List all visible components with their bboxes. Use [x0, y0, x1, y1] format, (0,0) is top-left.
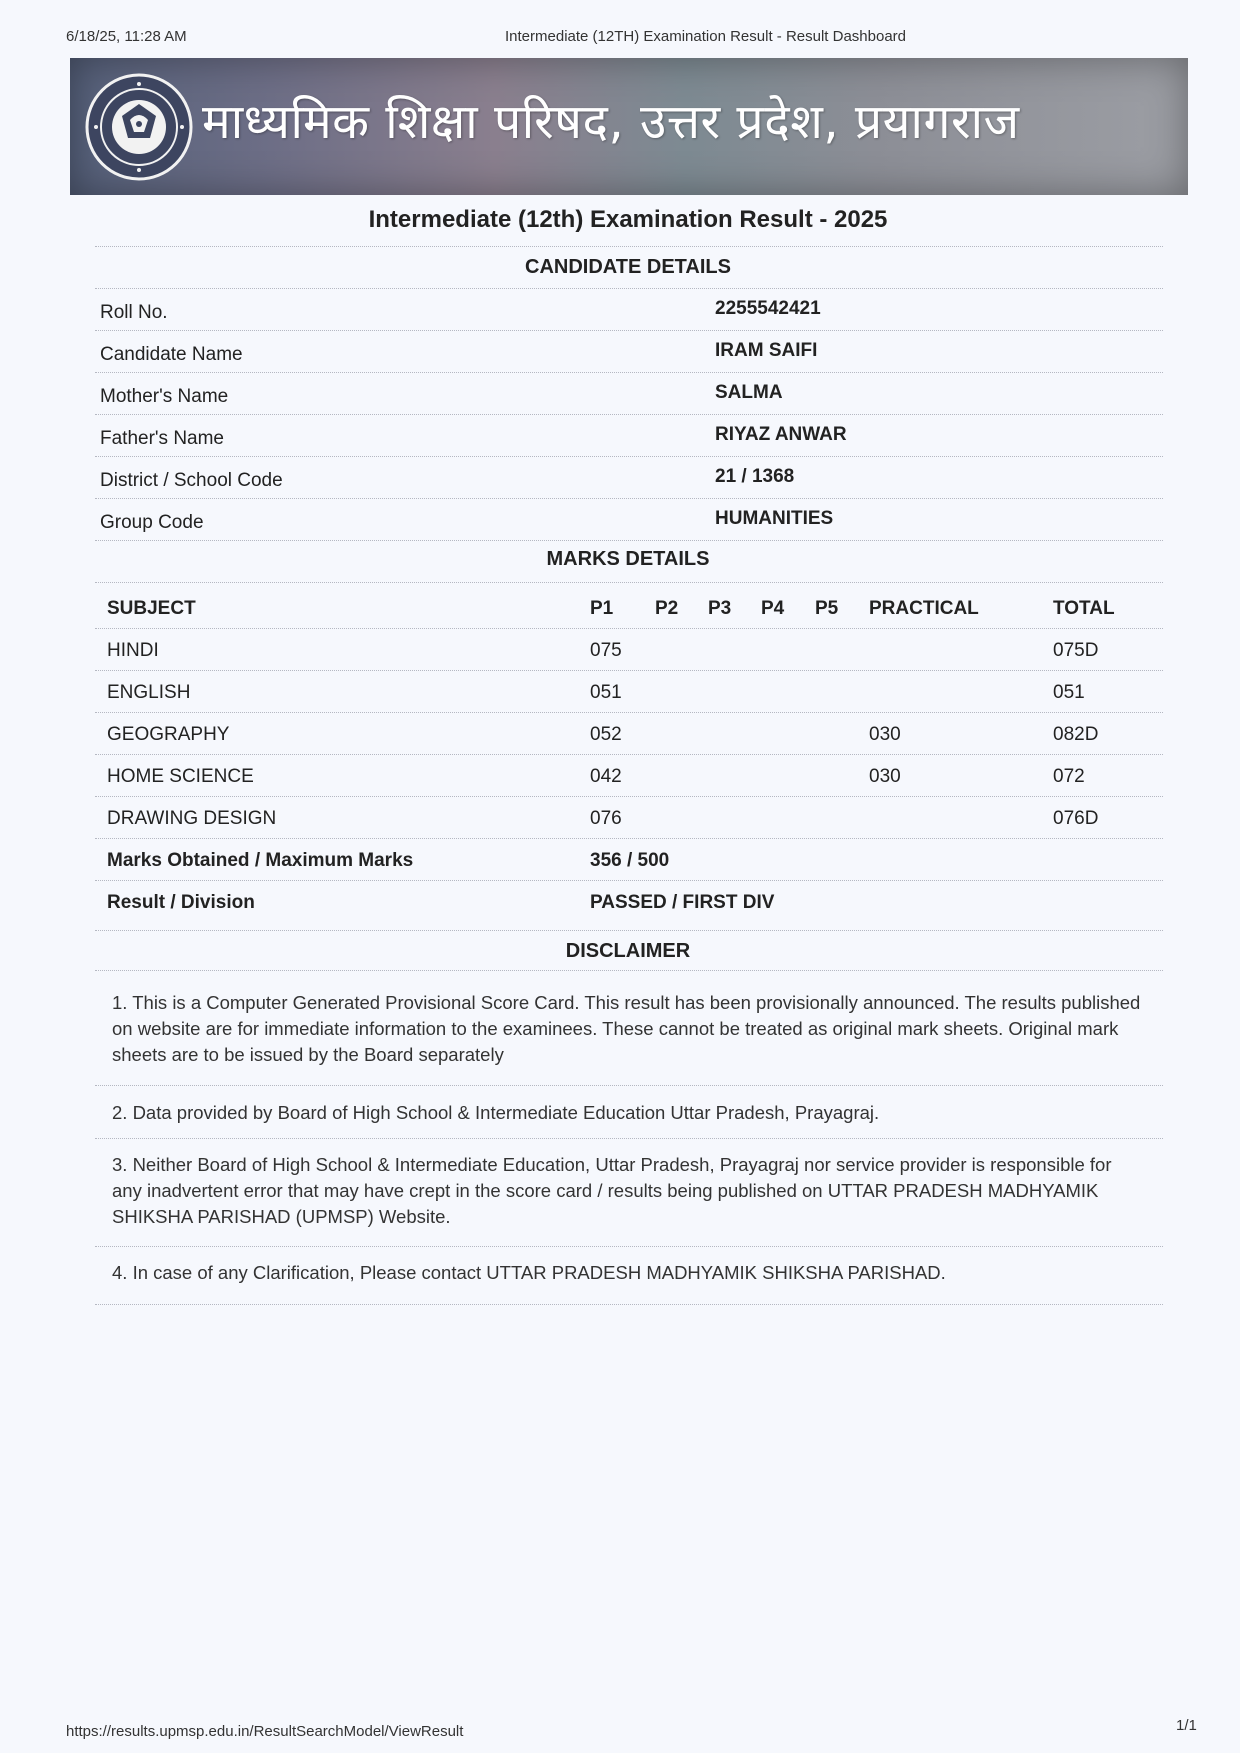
- candidate-value: 2255542421: [715, 298, 821, 319]
- total-cell: 075D: [1053, 640, 1099, 661]
- print-datetime: 6/18/25, 11:28 AM: [66, 28, 187, 45]
- divider: [95, 1304, 1163, 1305]
- p1-cell: 042: [590, 766, 622, 787]
- subject-cell: HINDI: [107, 640, 159, 661]
- practical-cell: 030: [869, 766, 901, 787]
- candidate-row-mother-name: [95, 374, 1163, 414]
- divider: [95, 582, 1163, 583]
- col-header-p4: P4: [761, 598, 785, 619]
- marks-obtained-value: 356 / 500: [590, 850, 670, 871]
- candidate-value: HUMANITIES: [715, 508, 834, 529]
- board-name-hindi: माध्यमिक शिक्षा परिषद, उत्तर प्रदेश, प्रयागराज: [202, 94, 1020, 150]
- candidate-details-heading: CANDIDATE DETAILS: [525, 256, 731, 278]
- page-number: 1/1: [1176, 1717, 1197, 1734]
- print-page-title: Intermediate (12TH) Examination Result - Result Dashboard: [505, 28, 907, 45]
- col-header-subject: SUBJECT: [107, 598, 196, 619]
- subject-cell: ENGLISH: [107, 682, 191, 703]
- divider: [95, 1246, 1163, 1247]
- disclaimer-item-3: 3. Neither Board of High School & Intermediate Education, Uttar Pradesh, Prayagraj nor service provider is responsible for any inadvertent error that may have crept in the score card / results being published on UTTAR PRADESH MADHYAMIK SHIKSHA PARISHAD (UPMSP) Website.: [112, 1154, 1112, 1227]
- divider: [95, 456, 1163, 457]
- divider: [95, 372, 1163, 373]
- divider: [95, 1138, 1163, 1139]
- col-header-practical: PRACTICAL: [869, 598, 979, 619]
- header-banner: [70, 58, 1188, 195]
- divider: [95, 246, 1163, 247]
- table-row: [95, 796, 1163, 836]
- candidate-row-name: [95, 332, 1163, 372]
- candidate-label: District / School Code: [100, 470, 283, 491]
- candidate-label: Group Code: [100, 512, 204, 533]
- subject-cell: GEOGRAPHY: [107, 724, 230, 745]
- candidate-label: Mother's Name: [100, 386, 229, 407]
- candidate-label: Candidate Name: [100, 344, 243, 365]
- col-header-p3: P3: [708, 598, 732, 619]
- subject-cell: HOME SCIENCE: [107, 766, 254, 787]
- marks-obtained-label: Marks Obtained / Maximum Marks: [107, 850, 414, 871]
- result-division-row: [95, 880, 1163, 920]
- candidate-label: Father's Name: [100, 428, 225, 449]
- col-header-p5: P5: [815, 598, 839, 619]
- p1-cell: 051: [590, 682, 622, 703]
- divider: [95, 930, 1163, 931]
- page-url: https://results.upmsp.edu.in/ResultSearchModel/ViewResult: [66, 1723, 464, 1740]
- total-cell: 072: [1053, 766, 1085, 787]
- disclaimer-item-2: 2. Data provided by Board of High School & Intermediate Education Uttar Pradesh, Prayagraj.: [112, 1102, 880, 1123]
- p1-cell: 075: [590, 640, 622, 661]
- marks-obtained-row: [95, 838, 1163, 878]
- candidate-label: Roll No.: [100, 302, 168, 323]
- disclaimer-heading: DISCLAIMER: [565, 940, 691, 962]
- candidate-value: 21 / 1368: [715, 466, 795, 487]
- divider: [95, 498, 1163, 499]
- total-cell: 051: [1053, 682, 1085, 703]
- divider: [95, 540, 1163, 541]
- candidate-value: IRAM SAIFI: [715, 340, 818, 361]
- divider: [95, 414, 1163, 415]
- table-row: [95, 628, 1163, 668]
- practical-cell: 030: [869, 724, 901, 745]
- up-govt-emblem-icon: [84, 72, 194, 182]
- result-value: PASSED / FIRST DIV: [590, 892, 775, 913]
- candidate-row-district-school: [95, 458, 1163, 498]
- result-label: Result / Division: [107, 892, 255, 913]
- disclaimer-item-1: 1. This is a Computer Generated Provisional Score Card. This result has been provisionally announced. The results published on website are for immediate information to the examinees. These cannot be treated as original mark sheets. Original mark sheets are to be issued by the Board separately: [112, 992, 1141, 1065]
- table-row: [95, 712, 1163, 752]
- divider: [95, 288, 1163, 289]
- document-title: Intermediate (12th) Examination Result - 2025: [368, 206, 888, 233]
- divider: [95, 330, 1163, 331]
- marks-table-header: [95, 586, 1163, 626]
- table-row: [95, 754, 1163, 794]
- col-header-p1: P1: [590, 598, 614, 619]
- disclaimer-item-4: 4. In case of any Clarification, Please contact UTTAR PRADESH MADHYAMIK SHIKSHA PARISHAD.: [112, 1262, 946, 1283]
- marks-details-heading: MARKS DETAILS: [546, 548, 710, 570]
- candidate-value: RIYAZ ANWAR: [715, 424, 847, 445]
- p1-cell: 052: [590, 724, 622, 745]
- subject-cell: DRAWING DESIGN: [107, 808, 277, 829]
- table-row: [95, 670, 1163, 710]
- candidate-value: SALMA: [715, 382, 783, 403]
- candidate-row-group-code: [95, 500, 1163, 540]
- total-cell: 082D: [1053, 724, 1099, 745]
- p1-cell: 076: [590, 808, 622, 829]
- col-header-p2: P2: [655, 598, 679, 619]
- col-header-total: TOTAL: [1053, 598, 1115, 619]
- divider: [95, 1085, 1163, 1086]
- total-cell: 076D: [1053, 808, 1099, 829]
- candidate-row-father-name: [95, 416, 1163, 456]
- candidate-row-roll-no: [95, 290, 1163, 330]
- divider: [95, 970, 1163, 971]
